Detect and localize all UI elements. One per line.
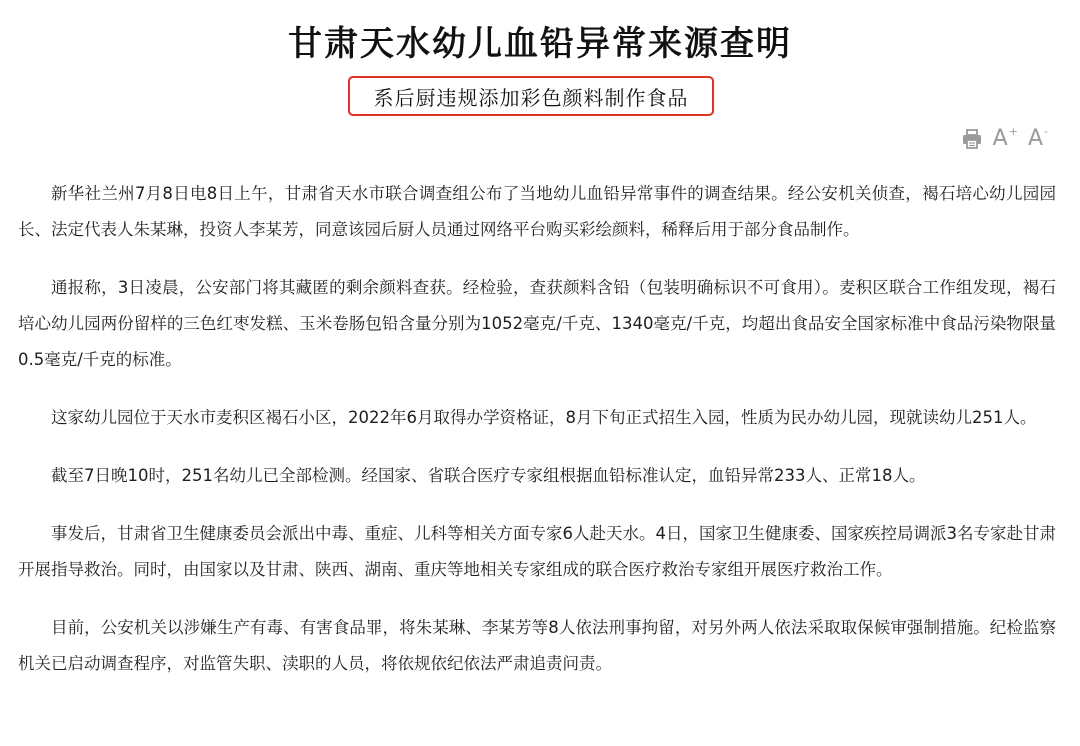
- increase-font-button[interactable]: [993, 126, 1018, 152]
- article-paragraph: 目前，公安机关以涉嫌生产有毒、有害食品罪，将朱某琳、李某芳等8人依法刑事拘留，对另外两人依法采取取保候审强制措施。纪检监察机关已启动调查程序，对监管失职、渎职的人员，将依规依纪依法严肃追责问责。: [18, 618, 1056, 673]
- page-title: 甘肃天水幼儿血铅异常来源查明: [288, 24, 792, 64]
- printer-icon: [961, 128, 983, 150]
- article-body: [18, 176, 1056, 704]
- article-paragraph: 事发后，甘肃省卫生健康委员会派出中毒、重症、儿科等相关方面专家6人赴天水。4日，国家卫生健康委、国家疾控局调派3名专家赴甘肃开展指导救治。同时，由国家以及甘肃、陕西、湖南、重庆等地相关专家组成的联合医疗救治专家组开展医疗救治工作。: [18, 524, 1056, 579]
- subtitle-highlight-box: [348, 76, 714, 116]
- decrease-font-button[interactable]: [1028, 126, 1048, 152]
- article-paragraph: 通报称，3日凌晨，公安部门将其藏匿的剩余颜料查获。经检验，查获颜料含铅（包装明确标识不可食用）。麦积区联合工作组发现，褐石培心幼儿园两份留样的三色红枣发糕、玉米卷肠包铅含量分别为1052毫克/千克、1340毫克/千克，均超出食品安全国家标准中食品污染物限量0.5毫克/千克的标准。: [18, 278, 1056, 369]
- increase-font-icon: A: [992, 126, 1008, 151]
- print-button[interactable]: [961, 128, 983, 150]
- article-paragraph: 这家幼儿园位于天水市麦积区褐石小区，2022年6月取得办学资格证，8月下旬正式招生入园，性质为民办幼儿园，现就读幼儿251人。: [51, 408, 1037, 427]
- increase-font-sign: +: [1008, 125, 1018, 138]
- page-subtitle: 系后厨违规添加彩色颜料制作食品: [373, 85, 689, 110]
- article-paragraph: 截至7日晚10时，251名幼儿已全部检测。经国家、省联合医疗专家组根据血铅标准认定，血铅异常233人、正常18人。: [51, 466, 926, 485]
- decrease-font-icon: A: [1027, 126, 1044, 151]
- decrease-font-sign: -: [1044, 125, 1048, 138]
- article-paragraph: 新华社兰州7月8日电8日上午，甘肃省天水市联合调查组公布了当地幼儿血铅异常事件的调查结果。经公安机关侦查，褐石培心幼儿园园长、法定代表人朱某琳，投资人李某芳，同意该园后厨人员通过网络平台购买彩绘颜料，稀释后用于部分食品制作。: [18, 184, 1056, 239]
- article-toolbar: [961, 126, 1048, 152]
